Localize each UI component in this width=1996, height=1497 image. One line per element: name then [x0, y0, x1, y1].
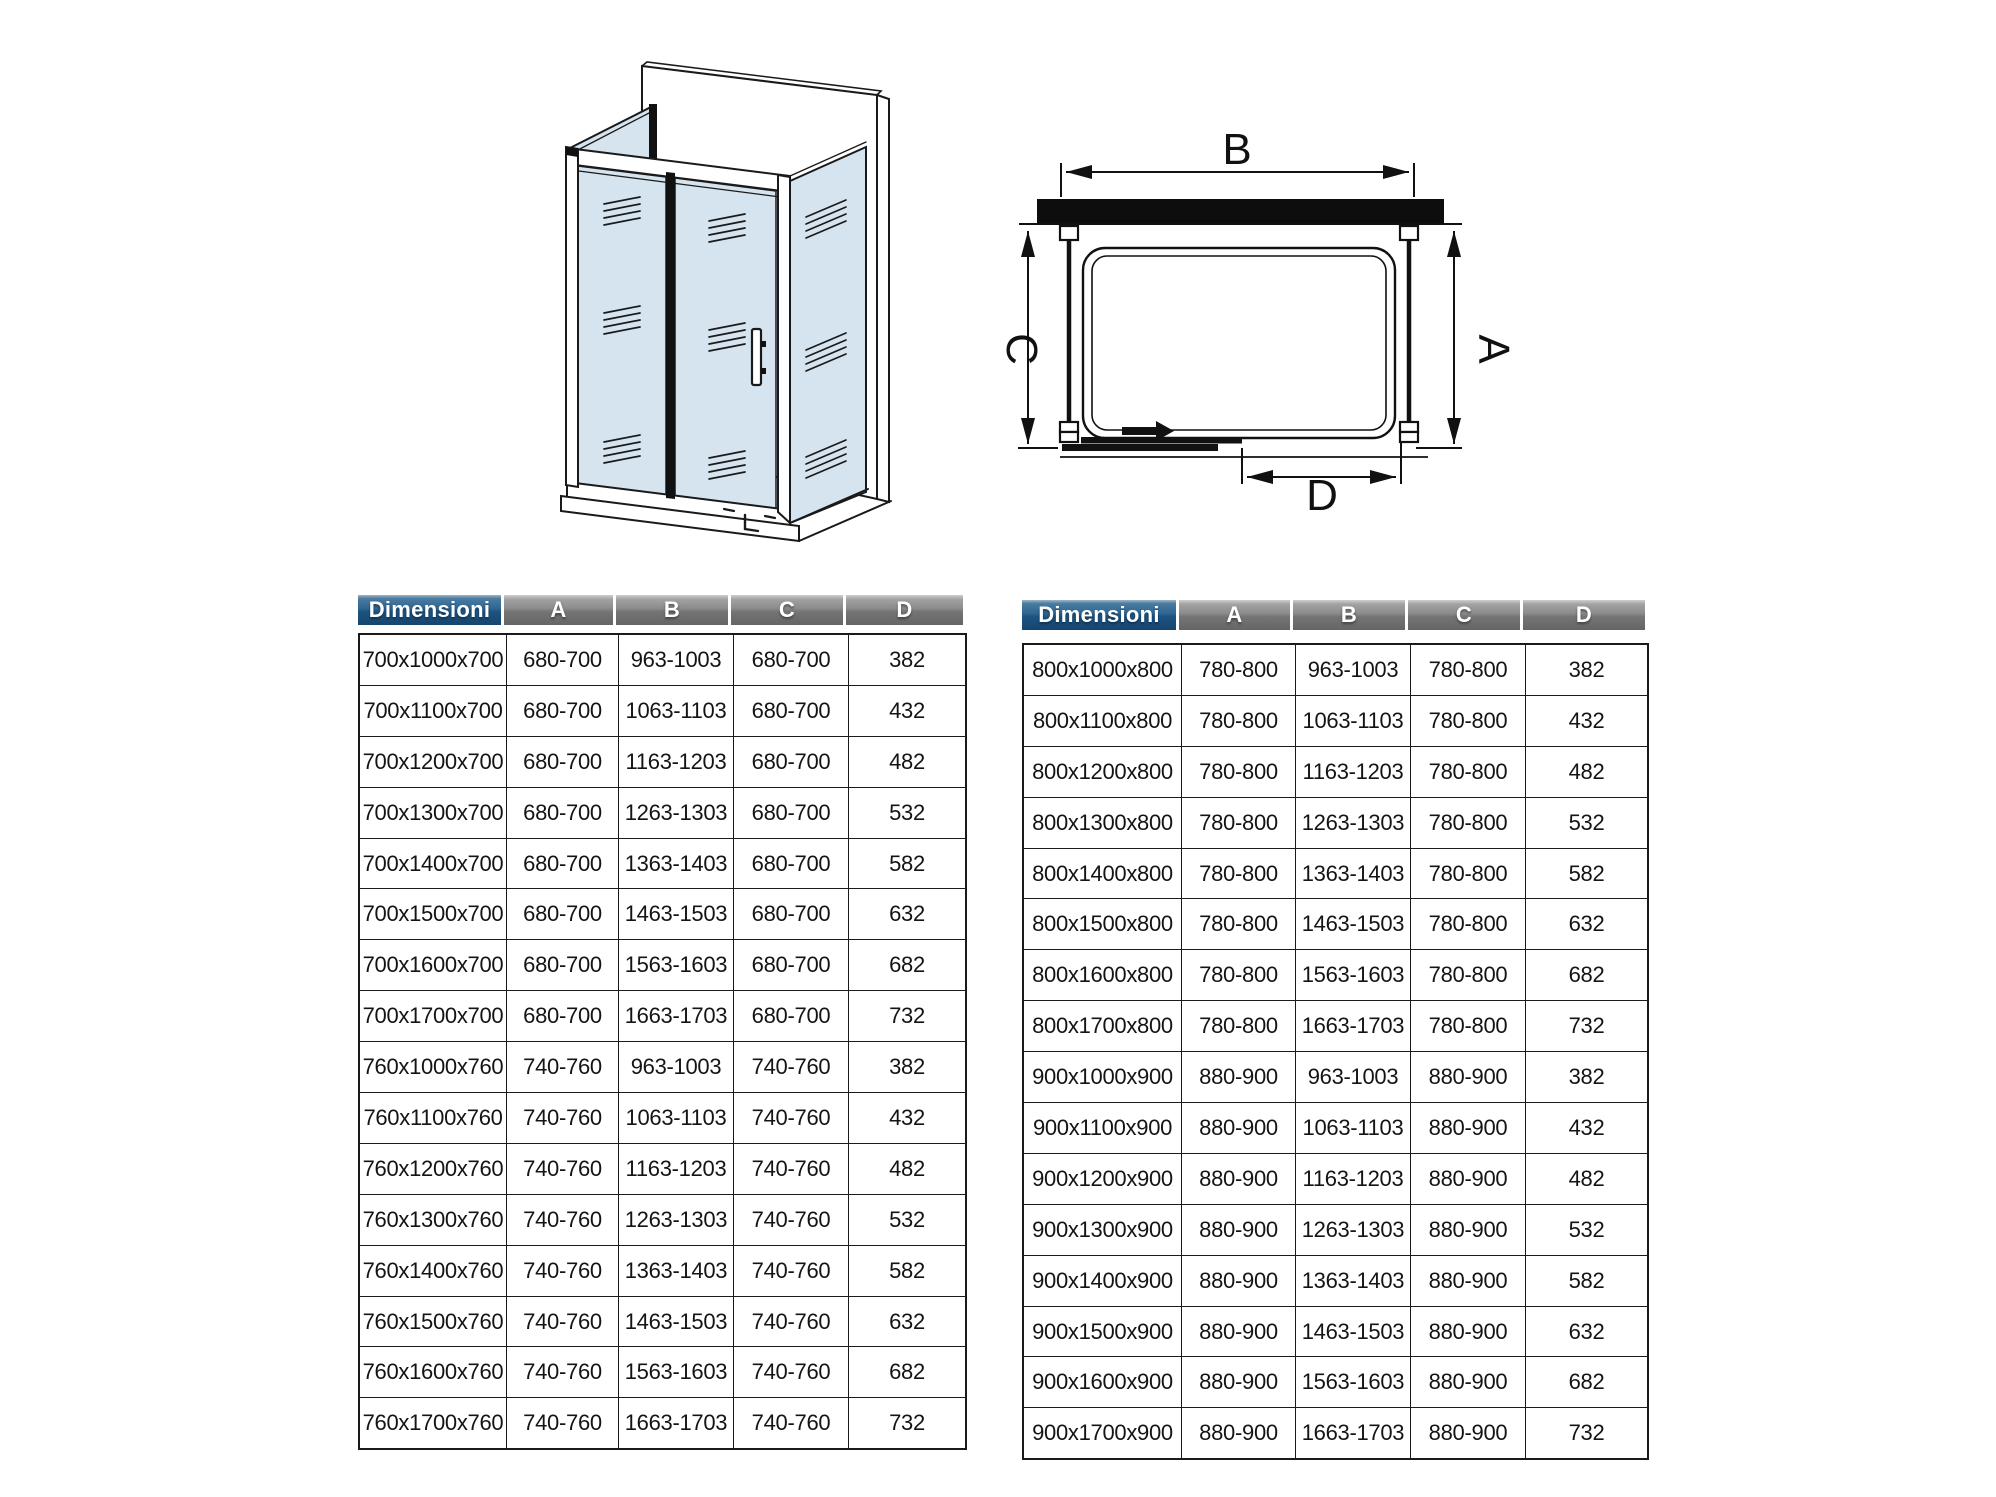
- left-wall-profile-bottom2: [1060, 432, 1078, 442]
- table-cell: 880-900: [1410, 1052, 1525, 1102]
- table-row: [1024, 746, 1647, 797]
- table-cell: 880-900: [1181, 1307, 1295, 1357]
- tray-outline-inner: [1092, 256, 1386, 430]
- table-cell: 880-900: [1181, 1408, 1295, 1458]
- table-cell: 760x1500x760: [362, 1308, 504, 1334]
- table-cell: 740-760: [506, 1144, 618, 1194]
- table-cell: 1063-1103: [1295, 1103, 1410, 1153]
- table-cell: 582: [848, 1246, 965, 1296]
- header-a: A: [504, 595, 616, 625]
- door-mullion: [666, 172, 675, 499]
- wall-thickness: [877, 95, 889, 502]
- table-cell: 900x1000x900: [1032, 1064, 1173, 1090]
- table-cell: 680-700: [733, 940, 848, 990]
- table-cell: 682: [1525, 1357, 1647, 1407]
- table-cell: 760x1600x760: [362, 1359, 504, 1385]
- dimension-label-a: A: [1469, 334, 1518, 364]
- dimension-label-c: C: [997, 333, 1046, 365]
- table-cell: 1563-1603: [1295, 950, 1410, 1000]
- table-cell: 880-900: [1410, 1103, 1525, 1153]
- table-cell: 760x1400x760: [362, 1257, 504, 1283]
- table-row: [360, 838, 965, 889]
- table-cell: 740-760: [733, 1246, 848, 1296]
- table-cell: 740-760: [733, 1297, 848, 1347]
- table-cell: 880-900: [1181, 1205, 1295, 1255]
- table-cell: 900x1600x900: [1032, 1369, 1173, 1395]
- table-cell: 680-700: [506, 686, 618, 736]
- table-row: [1024, 1356, 1647, 1407]
- dimension-label-b: B: [1222, 125, 1252, 174]
- table-cell: 780-800: [1181, 747, 1295, 797]
- table-cell: 740-760: [733, 1398, 848, 1448]
- table-row: [360, 1092, 965, 1143]
- table-cell: 732: [1525, 1408, 1647, 1458]
- table-cell: 1063-1103: [618, 686, 733, 736]
- table-cell: 800x1000x800: [1032, 656, 1173, 682]
- dimension-label-d: D: [1306, 471, 1338, 520]
- table-cell: 760x1200x760: [362, 1155, 504, 1181]
- header-b: B: [616, 595, 731, 625]
- table-row: [1024, 949, 1647, 1000]
- table-row: [360, 1041, 965, 1092]
- table-cell: 680-700: [733, 889, 848, 939]
- table-cell: 880-900: [1410, 1154, 1525, 1204]
- table-cell: 780-800: [1181, 798, 1295, 848]
- table-row: [1024, 1306, 1647, 1357]
- table-cell: 532: [848, 1195, 965, 1245]
- table-cell: 880-900: [1410, 1307, 1525, 1357]
- table-cell: 900x1700x900: [1032, 1420, 1173, 1446]
- table-row: [360, 888, 965, 939]
- table-cell: 740-760: [733, 1195, 848, 1245]
- header-dimensioni: Dimensioni: [358, 595, 504, 625]
- table-cell: 582: [1525, 849, 1647, 899]
- table-body: [1022, 643, 1649, 1460]
- table-cell: 700x1500x700: [362, 901, 504, 927]
- header-d: D: [846, 595, 963, 625]
- table-cell: 680-700: [506, 788, 618, 838]
- table-cell: 532: [1525, 1205, 1647, 1255]
- table-cell: 582: [1525, 1256, 1647, 1306]
- table-cell: 740-760: [506, 1093, 618, 1143]
- table-row: [360, 1194, 965, 1245]
- table-cell: 1163-1203: [618, 737, 733, 787]
- table-cell: 1263-1303: [1295, 1205, 1410, 1255]
- table-cell: 780-800: [1181, 899, 1295, 949]
- sliding-door-bar-upper: [1081, 437, 1242, 444]
- table-cell: 1263-1303: [1295, 798, 1410, 848]
- table-cell: 680-700: [506, 940, 618, 990]
- table-cell: 700x1300x700: [362, 799, 504, 825]
- table-header-row: [1022, 600, 1649, 630]
- table-row: [360, 736, 965, 787]
- table-cell: 680-700: [733, 686, 848, 736]
- table-cell: 900x1100x900: [1032, 1114, 1173, 1140]
- right-wall-profile-bottom: [1400, 422, 1418, 432]
- table-cell: 680-700: [506, 839, 618, 889]
- table-cell: 680-700: [506, 889, 618, 939]
- table-row: [360, 1397, 965, 1448]
- table-cell: 760x1100x760: [363, 1104, 503, 1130]
- table-cell: 780-800: [1410, 950, 1525, 1000]
- table-cell: 1663-1703: [1295, 1408, 1410, 1458]
- dimensions-table-700-760: [358, 595, 967, 1450]
- table-cell: 740-760: [506, 1347, 618, 1397]
- table-row: [360, 939, 965, 990]
- right-wall-profile-top: [1400, 226, 1418, 240]
- table-cell: 700x1200x700: [362, 748, 504, 774]
- table-cell: 732: [848, 1398, 965, 1448]
- table-cell: 1663-1703: [1295, 1001, 1410, 1051]
- table-row: [1024, 1204, 1647, 1255]
- table-cell: 680-700: [733, 991, 848, 1041]
- table-cell: 963-1003: [1295, 645, 1410, 695]
- table-cell: 880-900: [1181, 1154, 1295, 1204]
- table-cell: 880-900: [1410, 1205, 1525, 1255]
- table-cell: 632: [848, 1297, 965, 1347]
- table-cell: 1363-1403: [618, 839, 733, 889]
- table-row: [360, 635, 965, 685]
- table-cell: 632: [1525, 1307, 1647, 1357]
- table-cell: 382: [848, 635, 965, 685]
- table-cell: 760x1300x760: [362, 1206, 504, 1232]
- table-cell: 880-900: [1181, 1052, 1295, 1102]
- table-cell: 1063-1103: [1295, 696, 1410, 746]
- table-cell: 780-800: [1410, 1001, 1525, 1051]
- table-cell: 1663-1703: [618, 991, 733, 1041]
- header-d: D: [1523, 600, 1645, 630]
- table-row: [1024, 1051, 1647, 1102]
- header-a: A: [1179, 600, 1293, 630]
- table-cell: 740-760: [733, 1042, 848, 1092]
- table-cell: 963-1003: [618, 635, 733, 685]
- top-view-dimension-diagram: [988, 95, 1558, 565]
- table-cell: 900x1200x900: [1032, 1165, 1173, 1191]
- shower-enclosure-isometric-diagram: [540, 40, 960, 560]
- table-cell: 900x1300x900: [1032, 1216, 1173, 1242]
- table-row: [1024, 1000, 1647, 1051]
- table-cell: 1163-1203: [1295, 1154, 1410, 1204]
- table-row: [360, 1143, 965, 1194]
- table-row: [360, 1296, 965, 1347]
- table-cell: 880-900: [1181, 1103, 1295, 1153]
- table-cell: 900x1500x900: [1032, 1318, 1173, 1344]
- table-cell: 680-700: [733, 788, 848, 838]
- table-row: [360, 990, 965, 1041]
- table-row: [1024, 695, 1647, 746]
- table-cell: 1363-1403: [618, 1246, 733, 1296]
- table-cell: 700x1400x700: [362, 850, 504, 876]
- table-cell: 900x1400x900: [1032, 1267, 1173, 1293]
- table-cell: 800x1500x800: [1032, 911, 1173, 937]
- table-cell: 780-800: [1181, 645, 1295, 695]
- table-cell: 963-1003: [618, 1042, 733, 1092]
- table-cell: 740-760: [733, 1144, 848, 1194]
- header-dimensioni: Dimensioni: [1022, 600, 1179, 630]
- table-cell: 740-760: [733, 1093, 848, 1143]
- table-cell: 880-900: [1181, 1357, 1295, 1407]
- table-cell: 880-900: [1410, 1408, 1525, 1458]
- door-handle: [752, 329, 761, 385]
- table-cell: 800x1600x800: [1032, 962, 1173, 988]
- table-cell: 732: [848, 991, 965, 1041]
- handle-mount-top: [761, 341, 766, 347]
- right-glass-panel: [790, 147, 866, 523]
- table-row: [360, 685, 965, 736]
- table-cell: 382: [1525, 645, 1647, 695]
- table-cell: 1563-1603: [1295, 1357, 1410, 1407]
- table-row: [1024, 797, 1647, 848]
- table-cell: 780-800: [1410, 645, 1525, 695]
- table-cell: 482: [848, 737, 965, 787]
- table-row: [360, 1346, 965, 1397]
- header-c: C: [731, 595, 846, 625]
- table-cell: 1363-1403: [1295, 849, 1410, 899]
- table-row: [1024, 1407, 1647, 1458]
- table-cell: 1663-1703: [618, 1398, 733, 1448]
- table-cell: 1163-1203: [1295, 747, 1410, 797]
- table-cell: 1463-1503: [1295, 899, 1410, 949]
- table-cell: 780-800: [1181, 950, 1295, 1000]
- table-cell: 1163-1203: [618, 1144, 733, 1194]
- tray-outline-outer: [1083, 248, 1395, 438]
- right-wall-profile-bottom2: [1400, 432, 1418, 442]
- table-cell: 482: [1525, 1154, 1647, 1204]
- table-cell: 680-700: [733, 737, 848, 787]
- table-row: [1024, 1153, 1647, 1204]
- table-cell: 632: [1525, 899, 1647, 949]
- front-fixed-glass: [578, 166, 666, 497]
- table-row: [360, 787, 965, 838]
- table-row: [360, 1245, 965, 1296]
- table-cell: 780-800: [1410, 849, 1525, 899]
- table-cell: 700x1600x700: [362, 952, 504, 978]
- table-cell: 740-760: [506, 1195, 618, 1245]
- table-cell: 1263-1303: [618, 1195, 733, 1245]
- table-cell: 740-760: [733, 1347, 848, 1397]
- table-cell: 1463-1503: [618, 1297, 733, 1347]
- header-b: B: [1293, 600, 1408, 630]
- table-cell: 1463-1503: [618, 889, 733, 939]
- table-cell: 700x1700x700: [362, 1003, 504, 1029]
- table-cell: 432: [1525, 696, 1647, 746]
- table-cell: 740-760: [506, 1297, 618, 1347]
- table-cell: 1063-1103: [618, 1093, 733, 1143]
- table-cell: 680-700: [506, 737, 618, 787]
- left-wall-profile-top: [1060, 226, 1078, 240]
- table-cell: 780-800: [1181, 1001, 1295, 1051]
- sliding-door-bar-lower: [1062, 444, 1218, 451]
- table-row: [1024, 848, 1647, 899]
- table-header-row: [358, 595, 967, 625]
- table-cell: 740-760: [506, 1042, 618, 1092]
- table-cell: 682: [1525, 950, 1647, 1000]
- left-stile: [566, 147, 578, 487]
- table-cell: 760x1000x760: [362, 1054, 504, 1080]
- table-cell: 1563-1603: [618, 940, 733, 990]
- dimensions-table-800-900: [1022, 600, 1649, 1460]
- table-cell: 532: [1525, 798, 1647, 848]
- table-cell: 482: [848, 1144, 965, 1194]
- table-cell: 700x1000x700: [362, 646, 504, 672]
- table-cell: 680-700: [506, 991, 618, 1041]
- table-cell: 880-900: [1410, 1256, 1525, 1306]
- table-cell: 780-800: [1410, 747, 1525, 797]
- table-cell: 880-900: [1181, 1256, 1295, 1306]
- table-cell: 780-800: [1181, 849, 1295, 899]
- table-cell: 800x1100x800: [1032, 707, 1173, 733]
- table-cell: 880-900: [1410, 1357, 1525, 1407]
- table-cell: 732: [1525, 1001, 1647, 1051]
- left-wall-profile: [649, 104, 657, 163]
- table-cell: 1363-1403: [1295, 1256, 1410, 1306]
- wall-bar: [1037, 199, 1444, 223]
- table-cell: 780-800: [1410, 899, 1525, 949]
- table-cell: 432: [848, 686, 965, 736]
- table-cell: 963-1003: [1295, 1052, 1410, 1102]
- table-cell: 800x1400x800: [1032, 860, 1173, 886]
- left-wall-profile-bottom: [1060, 422, 1078, 432]
- table-cell: 760x1700x760: [362, 1410, 504, 1436]
- table-cell: 382: [848, 1042, 965, 1092]
- table-cell: 800x1200x800: [1032, 758, 1173, 784]
- table-cell: 680-700: [506, 635, 618, 685]
- table-cell: 1463-1503: [1295, 1307, 1410, 1357]
- right-stile: [778, 175, 790, 523]
- table-cell: 682: [848, 1347, 965, 1397]
- handle-mount-bottom: [761, 368, 766, 374]
- table-cell: 482: [1525, 747, 1647, 797]
- table-cell: 780-800: [1410, 798, 1525, 848]
- table-row: [1024, 1102, 1647, 1153]
- table-cell: 632: [848, 889, 965, 939]
- table-cell: 680-700: [733, 635, 848, 685]
- table-row: [1024, 898, 1647, 949]
- header-c: C: [1408, 600, 1523, 630]
- table-cell: 740-760: [506, 1398, 618, 1448]
- table-cell: 582: [848, 839, 965, 889]
- table-cell: 682: [848, 940, 965, 990]
- table-cell: 432: [848, 1093, 965, 1143]
- table-cell: 800x1300x800: [1032, 809, 1173, 835]
- table-cell: 780-800: [1410, 696, 1525, 746]
- table-cell: 800x1700x800: [1032, 1013, 1173, 1039]
- table-cell: 432: [1525, 1103, 1647, 1153]
- table-cell: 680-700: [733, 839, 848, 889]
- table-cell: 1263-1303: [618, 788, 733, 838]
- table-cell: 1563-1603: [618, 1347, 733, 1397]
- table-cell: 700x1100x700: [363, 697, 503, 723]
- table-cell: 740-760: [506, 1246, 618, 1296]
- table-row: [1024, 645, 1647, 695]
- table-row: [1024, 1255, 1647, 1306]
- table-body: [358, 633, 967, 1450]
- table-cell: 532: [848, 788, 965, 838]
- table-cell: 382: [1525, 1052, 1647, 1102]
- table-cell: 780-800: [1181, 696, 1295, 746]
